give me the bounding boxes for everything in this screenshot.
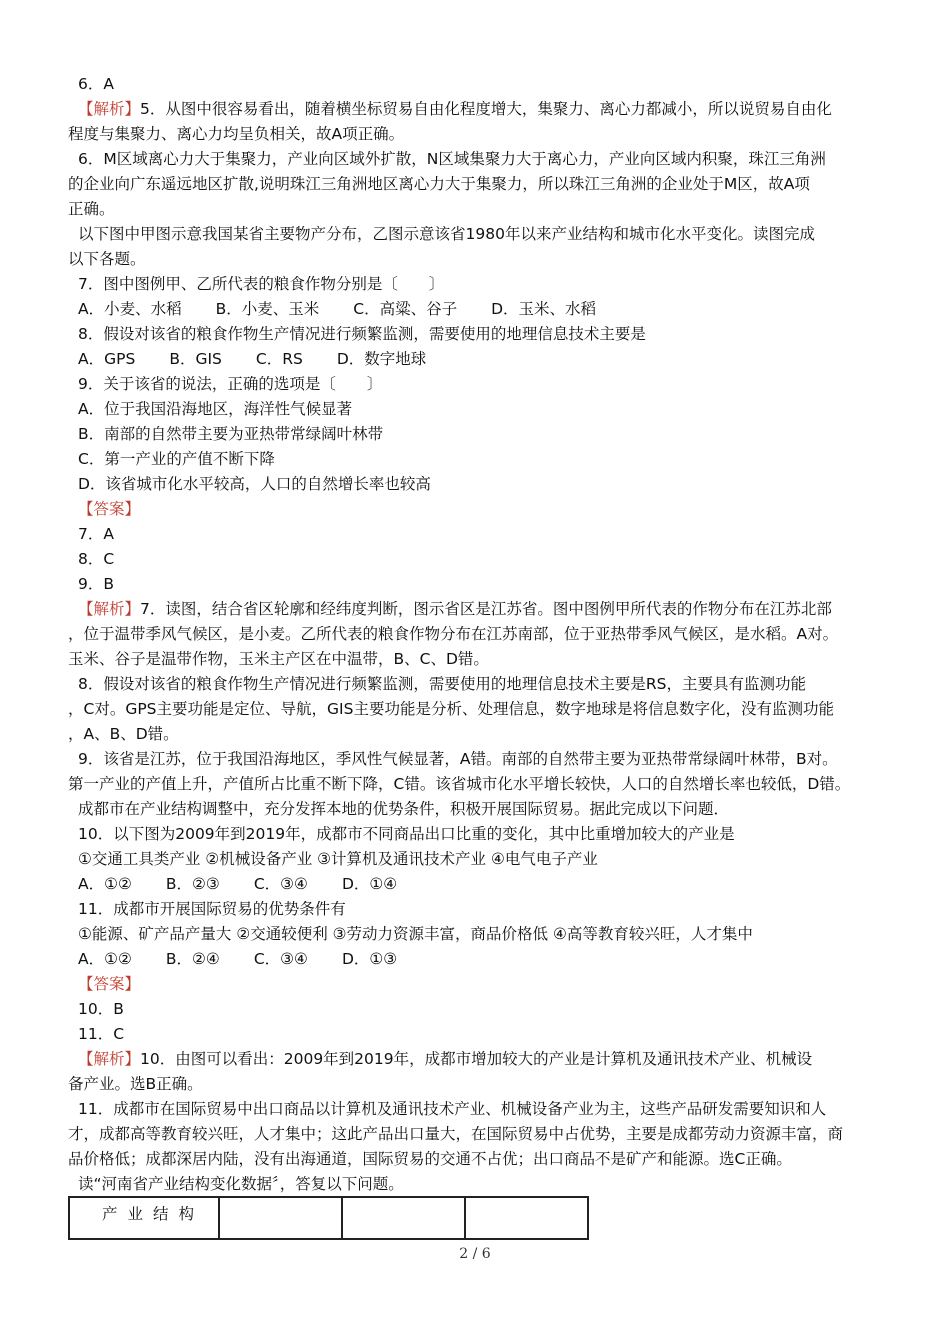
option-c: C．第一产业的产值不断下降 [78, 450, 275, 468]
question-8-options [68, 347, 888, 372]
option-d: D．数字地球 [336, 350, 427, 368]
question-7-options [68, 297, 888, 322]
table-cell [219, 1197, 342, 1239]
text-line: 玉米、谷子是温带作物，玉米主产区在中温带，B、C、D错。 [68, 650, 489, 668]
option-c: C．③④ [253, 875, 308, 893]
text-line: 6．M区域离心力大于集聚力，产业向区域外扩散，N区域集聚力大于离心力，产业向区域内积聚，珠江三角洲 [78, 150, 826, 168]
option-a: A．小麦、水稻 [78, 300, 182, 318]
option-b: B．小麦、玉米 [215, 300, 320, 318]
text-line: 品价格低；成都深居内陆，没有出海通道，国际贸易的交通不占优；出口商品不是矿产和能源。选C正确。 [68, 1150, 792, 1168]
question-11-options [68, 947, 888, 972]
table-header-label: 产业结构 [102, 1205, 205, 1223]
answer-line: 9．B [78, 575, 114, 593]
option-c: C．高粱、谷子 [353, 300, 458, 318]
text-line: ，位于温带季风气候区，是小麦。乙所代表的粮食作物分布在江苏南部，位于亚热带季风气候区，是水稻。A对。 [68, 625, 839, 643]
answer-tag: 【答案】 [78, 975, 141, 993]
text-line: 5．从图中很容易看出，随着横坐标贸易自由化程度增大，集聚力、离心力都减小，所以说贸易自由化 [140, 100, 832, 118]
table-cell [342, 1197, 465, 1239]
question-7: 7．图中图例甲、乙所代表的粮食作物分别是〔 〕 [78, 275, 445, 293]
option-b: B．GIS [169, 350, 222, 368]
text-line: 正确。 [68, 200, 115, 218]
text-line: 8．假设对该省的粮食作物生产情况进行频繁监测，需要使用的地理信息技术主要是RS，主要具有监测功能 [78, 675, 806, 693]
text-line: ，A、B、D错。 [68, 725, 179, 743]
text-line: 读“河南省产业结构变化数据〞，答复以下问题。 [78, 1175, 404, 1193]
page-number: 2 / 6 [459, 1246, 491, 1262]
question-11-items: ①能源、矿产品产量大 ②交通较便利 ③劳动力资源丰富，商品价格低 ④高等教育较兴旺，人才集中 [78, 925, 753, 943]
answer-line: 8．C [78, 550, 115, 568]
text-line: 以下图中甲图示意我国某省主要物产分布，乙图示意该省1980年以来产业结构和城市化水平变化。读图完成 [78, 225, 815, 243]
answer-line: 10．B [78, 1000, 124, 1018]
option-c: C．③④ [253, 950, 308, 968]
question-8: 8．假设对该省的粮食作物生产情况进行频繁监测，需要使用的地理信息技术主要是 [78, 325, 646, 343]
industry-structure-table [68, 1196, 589, 1240]
explanation-tag: 【解析】 [78, 100, 141, 118]
answer-line: 7．A [78, 525, 114, 543]
document-body [68, 72, 888, 1197]
text-line: 9．该省是江苏，位于我国沿海地区，季风性气候显著，A错。南部的自然带主要为亚热带常绿阔叶林带，B对。 [78, 750, 838, 768]
table-cell [465, 1197, 588, 1239]
text-line: 备产业。选B正确。 [68, 1075, 203, 1093]
text-line: 程度与集聚力、离心力均呈负相关，故A项正确。 [68, 125, 405, 143]
explanation-paragraph [68, 97, 888, 122]
option-d: D．玉米、水稻 [491, 300, 597, 318]
option-d: D．该省城市化水平较高，人口的自然增长率也较高 [78, 475, 431, 493]
question-10: 10．以下图为2009年到2019年，成都市不同商品出口比重的变化，其中比重增加较大的产业是 [78, 825, 735, 843]
text-line: 才，成都高等教育较兴旺，人才集中；这此产品出口量大，在国际贸易中占优势，主要是成都劳动力资源丰富，商 [68, 1125, 844, 1143]
option-a: A．①② [78, 875, 132, 893]
answer-tag: 【答案】 [78, 500, 141, 518]
text-line: 第一产业的产值上升，产值所占比重不断下降，C错。该省城市化水平增长较快，人口的自然增长率也较低，D错。 [68, 775, 851, 793]
text-line: 7．读图，结合省区轮廓和经纬度判断，图示省区是江苏省。图中图例甲所代表的作物分布在江苏北部 [140, 600, 832, 618]
text-line: 以下各题。 [68, 250, 146, 268]
option-b: B．②④ [165, 950, 220, 968]
text-line: 成都市在产业结构调整中，充分发挥本地的优势条件，积极开展国际贸易。据此完成以下问题． [78, 800, 730, 818]
explanation-tag: 【解析】 [78, 600, 141, 618]
option-d: D．①③ [341, 950, 398, 968]
text-line: ，C对。GPS主要功能是定位、导航，GIS主要功能是分析、处理信息，数字地球是将信息数字化，没有监测功能 [68, 700, 834, 718]
question-10-options [68, 872, 888, 897]
text-line: 10．由图可以看出：2009年到2019年，成都市增加较大的产业是计算机及通讯技术产业、机械设 [140, 1050, 813, 1068]
table-row [69, 1197, 588, 1239]
option-a: A．GPS [78, 350, 136, 368]
explanation-tag: 【解析】 [78, 1050, 141, 1068]
option-b: B．南部的自然带主要为亚热带常绿阔叶林带 [78, 425, 384, 443]
option-b: B．②③ [165, 875, 220, 893]
answer-line: 11．C [78, 1025, 125, 1043]
option-c: C．RS [255, 350, 303, 368]
question-9: 9．关于该省的说法，正确的选项是〔 〕 [78, 375, 383, 393]
explanation-paragraph [68, 1047, 888, 1072]
text-line: 11．成都市在国际贸易中出口商品以计算机及通讯技术产业、机械设备产业为主，这些产品研发需要知识和人 [78, 1100, 827, 1118]
option-a: A．①② [78, 950, 132, 968]
answer-line: 6．A [78, 75, 114, 93]
text-line: 的企业向广东遥远地区扩散,说明珠江三角洲地区离心力大于集聚力，所以珠江三角洲的企业处于M区，故A项 [68, 175, 810, 193]
option-d: D．①④ [341, 875, 398, 893]
option-a: A．位于我国沿海地区，海洋性气候显著 [78, 400, 353, 418]
question-10-items: ①交通工具类产业 ②机械设备产业 ③计算机及通讯技术产业 ④电气电子产业 [78, 850, 598, 868]
explanation-paragraph [68, 597, 888, 622]
table-cell [69, 1197, 219, 1239]
question-11: 11．成都市开展国际贸易的优势条件有 [78, 900, 346, 918]
